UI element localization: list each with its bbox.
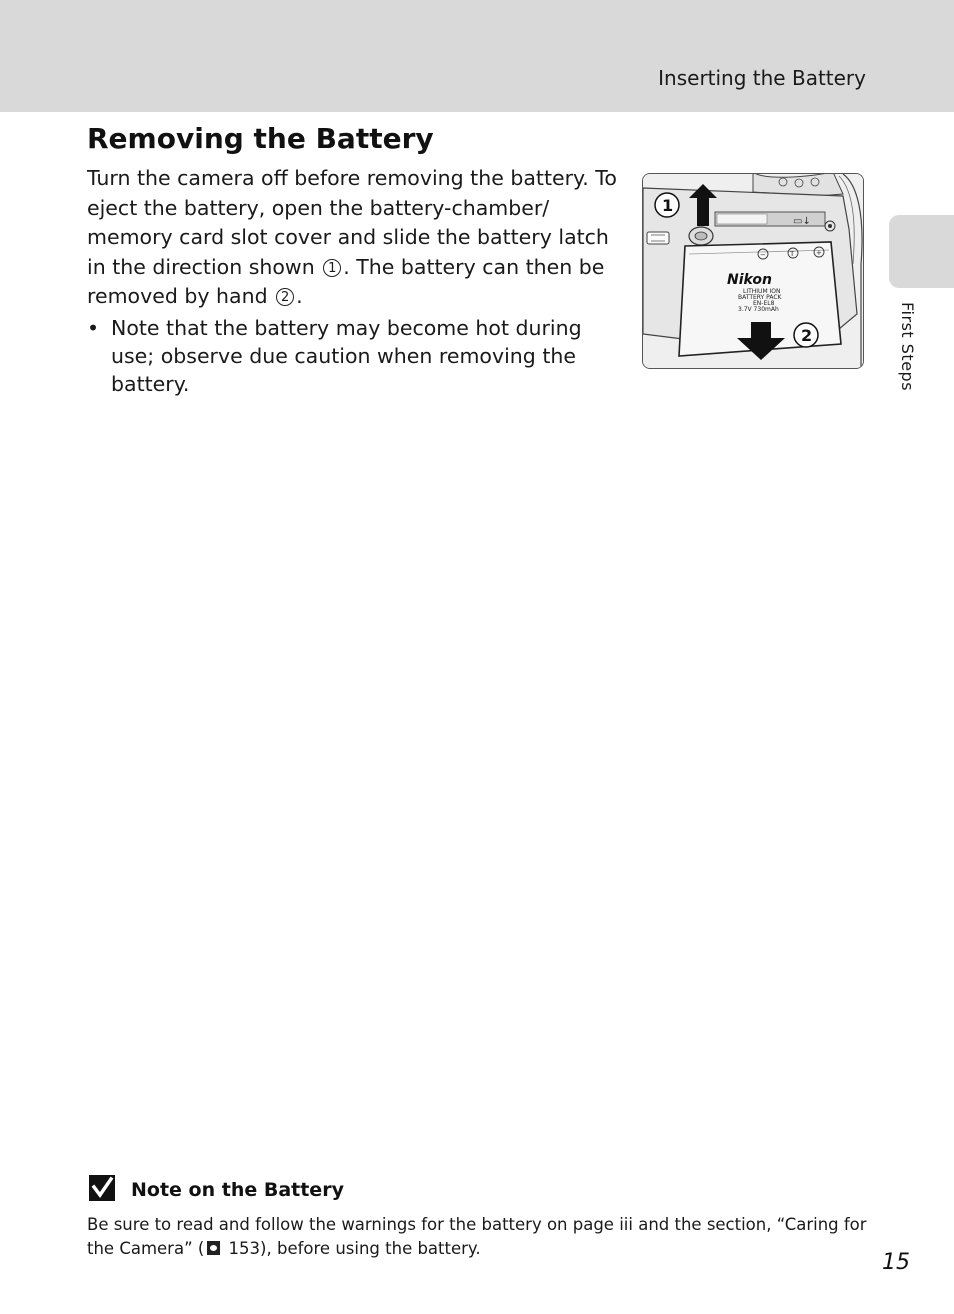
svg-text:+: +: [816, 249, 822, 257]
callout-1: 1: [662, 196, 674, 215]
note-text-part1: Be sure to read and follow the warnings for the battery on page iii and the section, “Caring for the Camera” (: [87, 1215, 867, 1258]
note-text-part2: 153), before using the battery.: [223, 1239, 481, 1258]
check-note-icon: [88, 1174, 116, 1202]
section-title: Removing the Battery: [87, 122, 434, 155]
body-text-part1: Turn the camera off before removing the battery. To eject the battery, open the battery-chamber/ memory card slot cover and slide the battery latch in the direction shown: [87, 166, 617, 279]
svg-text:T: T: [790, 250, 795, 258]
section-tab-label: First Steps: [898, 302, 917, 392]
svg-text:▭↓: ▭↓: [793, 216, 811, 227]
bullet-dot: •: [87, 316, 100, 340]
bullet-text: Note that the battery may become hot during use; observe due caution when removing the battery.: [111, 316, 582, 396]
section-tab: [889, 215, 954, 288]
header-band: [0, 0, 954, 112]
battery-label-line3: EN-EL8: [753, 300, 775, 307]
running-header: Inserting the Battery: [658, 66, 866, 90]
bullet-item: [87, 314, 597, 398]
battery-label-line4: 3.7V 730mAh: [738, 306, 779, 313]
note-title: Note on the Battery: [131, 1179, 344, 1201]
step-2-marker: 2: [276, 288, 294, 306]
note-body: [87, 1213, 877, 1261]
svg-text:−: −: [760, 251, 766, 259]
page-number: 15: [882, 1250, 910, 1275]
body-text-part3: .: [296, 284, 303, 308]
battery-label-line2: BATTERY PACK: [738, 294, 782, 301]
battery-label-line1: LITHIUM ION: [743, 288, 781, 295]
callout-2: 2: [801, 326, 813, 345]
step-1-marker: 1: [323, 259, 341, 277]
body-paragraph: [87, 164, 617, 312]
battery-removal-illustration: [642, 173, 864, 369]
battery-removal-drawing: [643, 174, 864, 369]
body-text-part2: . The battery can then be removed by hand: [87, 254, 605, 308]
page-reference-icon: [207, 1241, 220, 1255]
battery-brand: Nikon: [727, 272, 772, 288]
